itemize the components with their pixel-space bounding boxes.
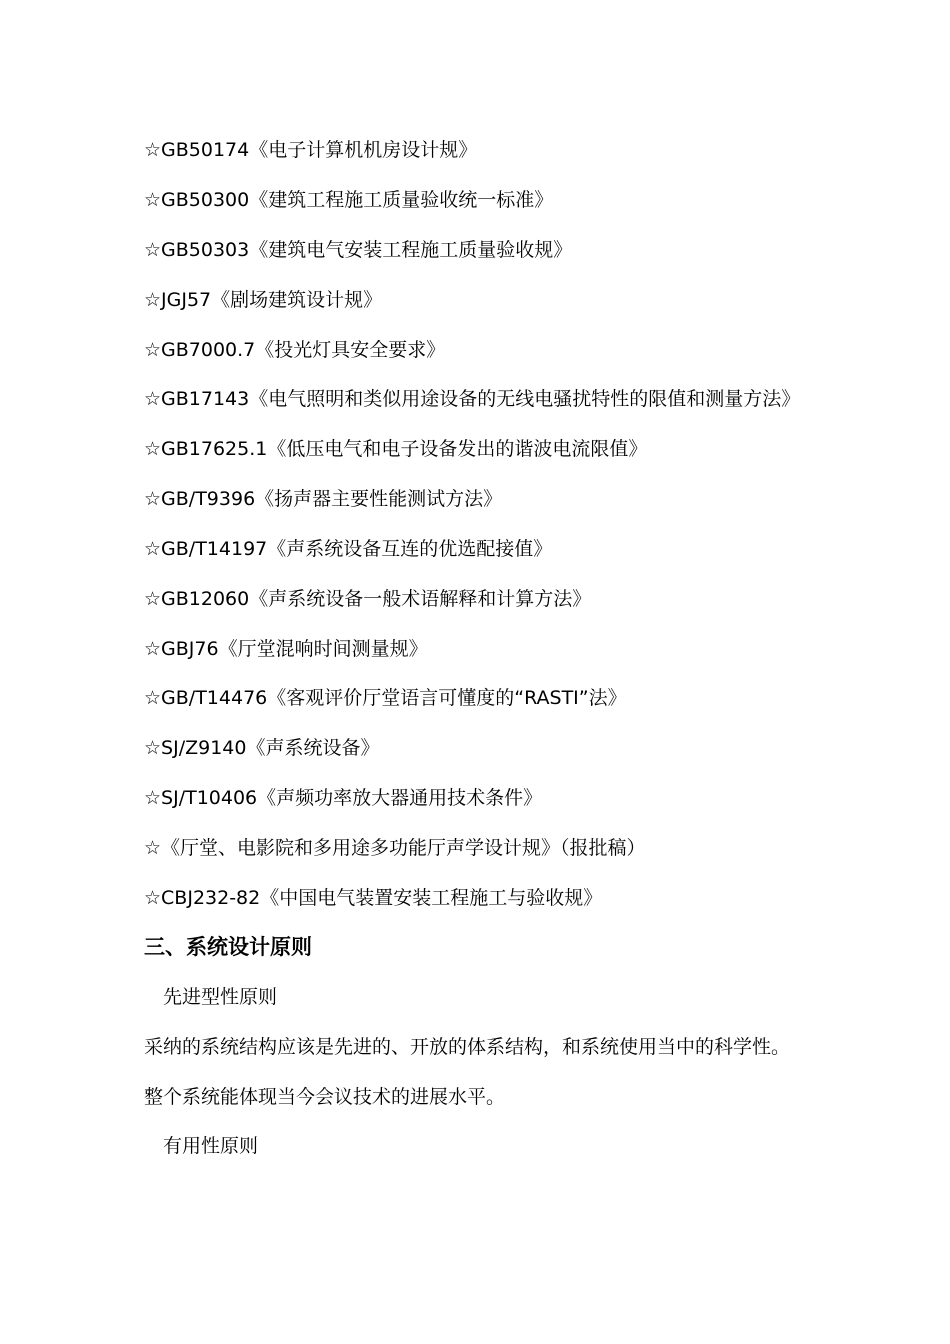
standard-item-gb7000-7: ☆GB7000.7《投光灯具安全要求》 — [144, 339, 446, 361]
standard-item-gb17625-1: ☆GB17625.1《低压电气和电子设备发出的谐波电流限值》 — [144, 438, 648, 460]
standard-item-sjz9140: ☆SJ/Z9140《声系统设备》 — [144, 737, 380, 759]
principle-title-advanced: 先进型性原则 — [163, 986, 278, 1008]
section-heading: 三、系统设计原则 — [144, 935, 312, 959]
standard-item-jgj57: ☆JGJ57《剧场建筑设计规》 — [144, 289, 383, 311]
standard-item-gbj76: ☆GBJ76《厅堂混响时间测量规》 — [144, 638, 428, 660]
standard-item-gb50300: ☆GB50300《建筑工程施工质量验收统一标准》 — [144, 189, 554, 211]
standard-item-gb50174: ☆GB50174《电子计算机机房设计规》 — [144, 139, 478, 161]
standard-item-gbt14197: ☆GB/T14197《声系统设备互连的优选配接值》 — [144, 538, 553, 560]
standard-item-gb17143: ☆GB17143《电气照明和类似用途设备的无线电骚扰特性的限值和测量方法》 — [144, 388, 801, 410]
standard-item-gb50303: ☆GB50303《建筑电气安装工程施工质量验收规》 — [144, 239, 573, 261]
paragraph-line: 整个系统能体现当今会议技术的进展水平。 — [144, 1086, 506, 1108]
standard-item-gbt9396: ☆GB/T9396《扬声器主要性能测试方法》 — [144, 488, 503, 510]
standard-item-hall-acoustics: ☆《厅堂、电影院和多用途多功能厅声学设计规》（报批稿） — [144, 837, 646, 859]
standard-item-gb12060: ☆GB12060《声系统设备一般术语解释和计算方法》 — [144, 588, 592, 610]
principle-title-practical: 有用性原则 — [163, 1135, 259, 1157]
paragraph-line: 采纳的系统结构应该是先进的、开放的体系结构，和系统使用当中的科学性。 — [144, 1036, 791, 1058]
standard-item-cbj232-82: ☆CBJ232-82《中国电气装置安装工程施工与验收规》 — [144, 887, 603, 909]
standard-item-gbt14476: ☆GB/T14476《客观评价厅堂语言可懂度的“RASTI”法》 — [144, 687, 627, 709]
standard-item-sjt10406: ☆SJ/T10406《声频功率放大器通用技术条件》 — [144, 787, 543, 809]
